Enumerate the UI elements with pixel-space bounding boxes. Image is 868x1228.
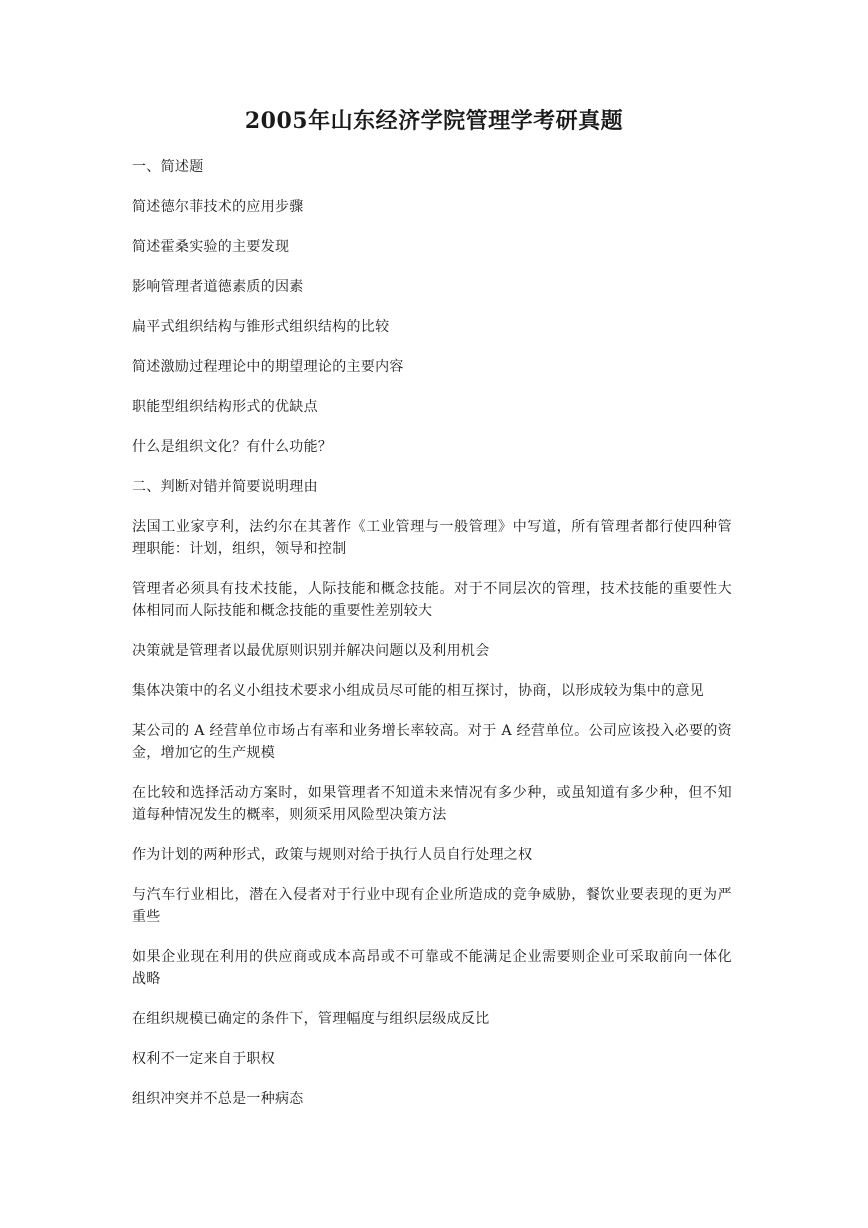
question-paragraph: 如果企业现在利用的供应商或成本高昂或不可靠或不能满足企业需要则企业可采取前向一体化战略 (132, 949, 732, 987)
question-paragraph: 与汽车行业相比，潜在入侵者对于行业中现有企业所造成的竞争威胁，餐饮业要表现的更为严重些 (132, 887, 732, 925)
question-paragraph: 组织冲突并不总是一种病态 (132, 1091, 304, 1107)
question-paragraph: 权利不一定来自于职权 (132, 1051, 275, 1067)
question-paragraph: 决策就是管理者以最优原则识别并解决问题以及利用机会 (132, 643, 490, 659)
question-paragraph: 简述德尔菲技术的应用步骤 (132, 199, 304, 215)
question-paragraph: 在比较和选择活动方案时，如果管理者不知道未来情况有多少种，或虽知道有多少种，但不知道每种情况发生的概率，则须采用风险型决策方法 (132, 785, 732, 823)
section-heading-short-answer: 一、简述题 (132, 159, 204, 175)
question-paragraph: 管理者必须具有技术技能，人际技能和概念技能。对于不同层次的管理，技术技能的重要性大体相同而人际技能和概念技能的重要性差别较大 (132, 581, 732, 619)
question-paragraph: 某公司的 A 经营单位市场占有率和业务增长率较高。对于 A 经营单位。公司应该投入必要的资金，增加它的生产规模 (132, 723, 732, 761)
section-heading-true-false: 二、判断对错并简要说明理由 (132, 479, 318, 495)
question-paragraph: 集体决策中的名义小组技术要求小组成员尽可能的相互探讨，协商，以形成较为集中的意见 (132, 683, 704, 699)
question-paragraph: 简述霍桑实验的主要发现 (132, 239, 290, 255)
question-paragraph: 在组织规模已确定的条件下，管理幅度与组织层级成反比 (132, 1011, 490, 1027)
question-paragraph: 什么是组织文化？有什么功能？ (132, 439, 333, 455)
question-paragraph: 影响管理者道德素质的因素 (132, 279, 304, 295)
question-paragraph: 简述激励过程理论中的期望理论的主要内容 (132, 359, 404, 375)
question-paragraph: 法国工业家亨利，法约尔在其著作《工业管理与一般管理》中写道，所有管理者都行使四种管理职能：计划，组织，领导和控制 (132, 519, 732, 557)
question-paragraph: 作为计划的两种形式，政策与规则对给于执行人员自行处理之权 (132, 847, 533, 863)
document-title: 2005年山东经济学院管理学考研真题 (244, 108, 624, 134)
document-body (132, 156, 732, 1128)
question-paragraph: 职能型组织结构形式的优缺点 (132, 399, 318, 415)
question-paragraph: 扁平式组织结构与锥形式组织结构的比较 (132, 319, 390, 335)
